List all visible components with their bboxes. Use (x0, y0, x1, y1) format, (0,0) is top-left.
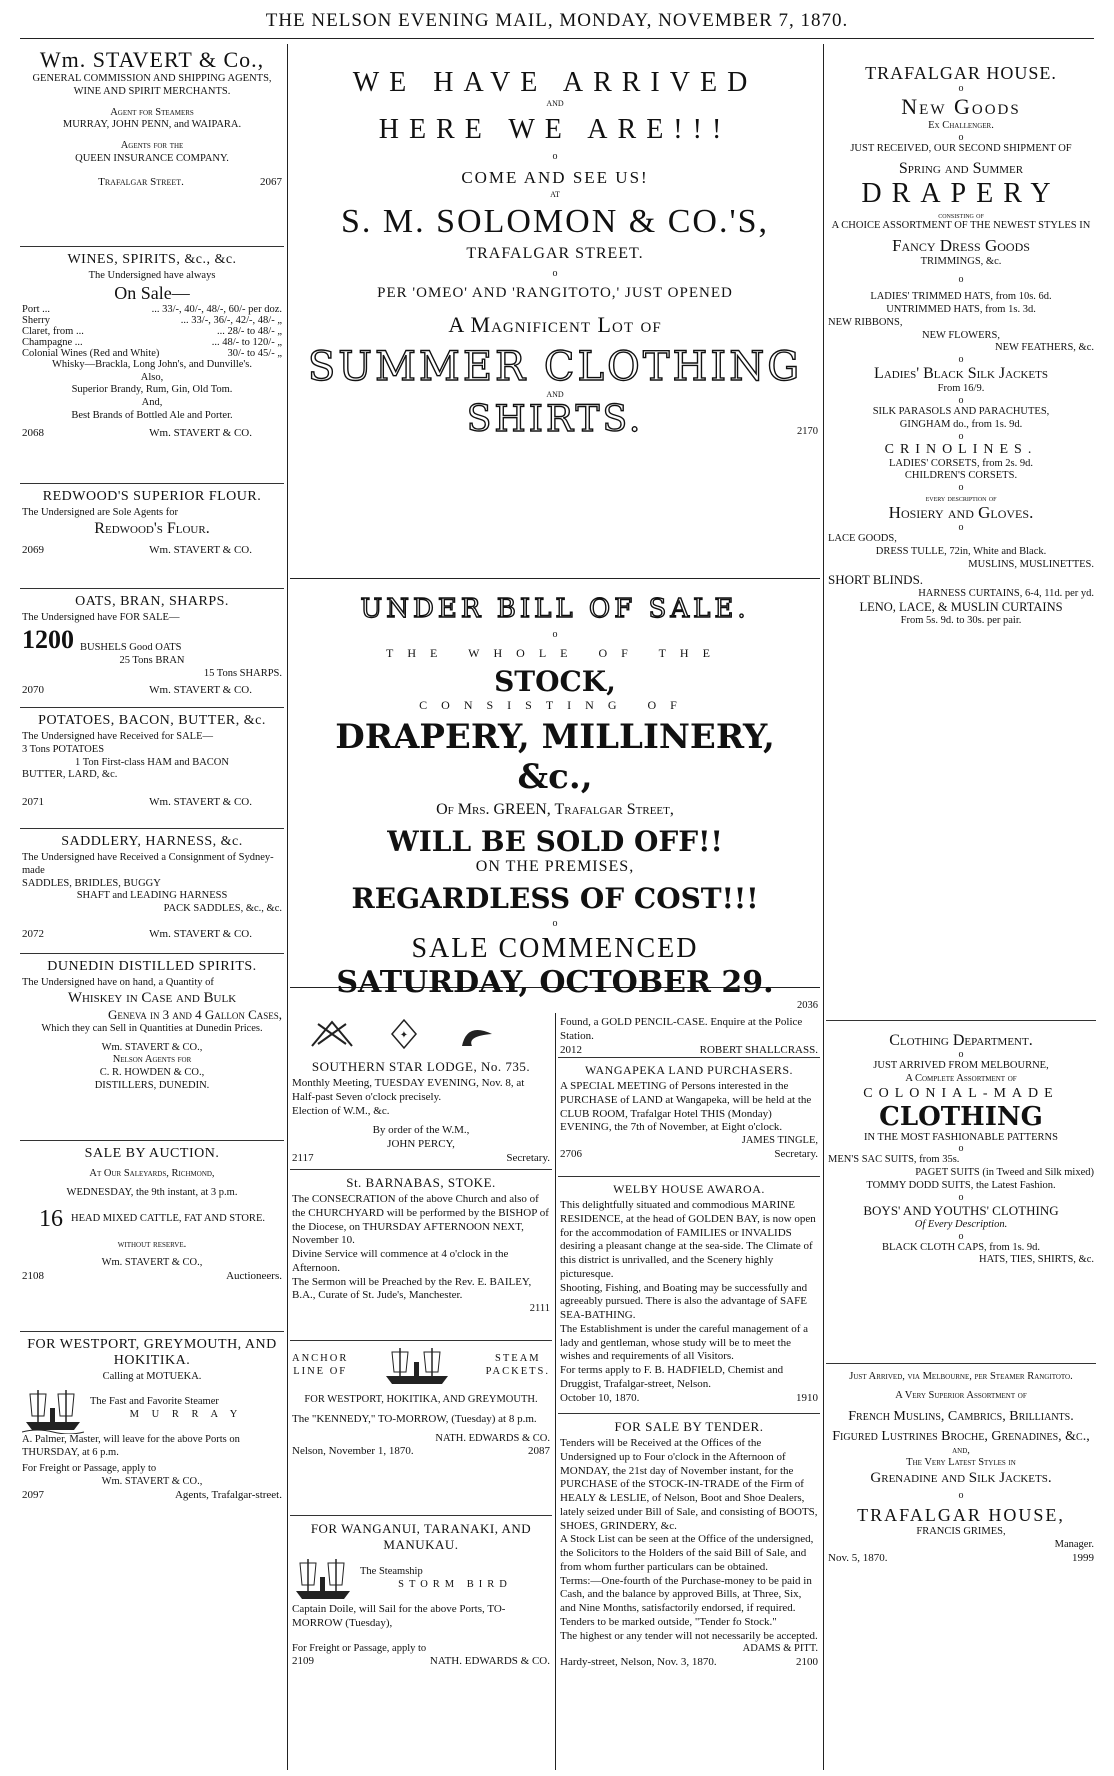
ad-number: 2111 (529, 1303, 550, 1314)
ad-text: Terms:—One-fourth of the Purchase-money to be paid in Cash, and the balance by approved Bills, at Three, Six, and Nine Months, satisfactorily endorsed, if required. (560, 1574, 812, 1614)
ad-text: 1 Ton First-class HAM and BACON (75, 756, 229, 768)
ad-title: SADDLERY, HARNESS, &c. (61, 834, 243, 849)
ad-headline: SATURDAY, OCTOBER 29. (336, 965, 774, 1000)
ad-text: PACK SADDLES, &c., &c. (163, 903, 282, 915)
ad-text: HARNESS CURTAINS, 6-4, 11d. per yd. (918, 587, 1094, 599)
price-row: Sherry ... 33/-, 36/-, 42/-, 48/- „ (22, 314, 282, 326)
ad-text: NEW RIBBONS, (828, 316, 903, 328)
ad-text: BUTTER, LARD, &c. (22, 769, 118, 781)
steamship-icon (382, 1344, 452, 1388)
ad-southern-star-lodge (290, 1013, 552, 1170)
ad-text: DISTILLERS, DUNEDIN. (94, 1079, 210, 1091)
ad-text: CHILDREN'S CORSETS. (904, 470, 1018, 482)
ad-text: THE WHOLE OF THE (386, 646, 724, 660)
ad-number: 2072 (22, 927, 44, 940)
ad-text: Wm. STAVERT & CO., (101, 1257, 203, 1269)
ad-text: FOR WESTPORT, HOKITIKA, AND GREYMOUTH. (304, 1394, 538, 1405)
ad-text: MEN'S SAC SUITS, from 35s. (828, 1154, 960, 1166)
ad-title: TRAFALGAR HOUSE. (865, 63, 1057, 83)
ad-title: HERE WE ARE!!! (378, 114, 732, 145)
separator: o (958, 83, 964, 94)
ad-number: 2069 (22, 543, 44, 556)
separator: o (958, 1049, 964, 1060)
column-rule (287, 44, 288, 1770)
separator: o (958, 354, 964, 366)
ad-text: WINE AND SPIRIT MERCHANTS. (73, 85, 231, 97)
ad-storm-bird (290, 1516, 552, 1670)
ad-text: Wm. STAVERT & CO., (101, 1476, 203, 1488)
ad-text: A Magnificent Lot of (448, 312, 662, 337)
ad-text: ANCHOR (292, 1353, 349, 1365)
ad-number: 2087 (528, 1445, 550, 1458)
ad-text: The "KENNEDY," TO-MORROW, (Tuesday) at 8 p.m. (292, 1412, 537, 1425)
ad-flour (20, 484, 284, 589)
separator: o (958, 1230, 964, 1242)
ad-wangapeka (558, 1058, 820, 1177)
ad-text: Whiskey in Case and Bulk (67, 989, 237, 1006)
ad-potatoes (20, 708, 284, 829)
ad-text: Tenders to be marked outside, "Tender fo Stock." (560, 1615, 777, 1628)
ad-title: WELBY HOUSE AWAROA. (613, 1182, 765, 1196)
ad-text: IN THE MOST FASHIONABLE PATTERNS (864, 1131, 1058, 1143)
ad-text: PAGET SUITS (in Tweed and Silk mixed) (915, 1167, 1094, 1179)
ad-signature: Secretary. (506, 1151, 550, 1164)
ad-text: without reserve. (117, 1238, 187, 1250)
ad-text: MURRAY, JOHN PENN, and WAIPARA. (62, 119, 242, 131)
ad-text: Also, (140, 371, 164, 383)
ad-st-barnabas (290, 1170, 552, 1341)
ad-text: SHORT BLINDS. (828, 571, 924, 587)
ad-text: JAMES TINGLE, (741, 1135, 818, 1146)
column-rule (555, 1013, 556, 1770)
ad-title: FOR WANGANUI, TARANAKI, AND MANUKAU. (310, 1521, 532, 1552)
separator: o (958, 274, 964, 286)
ad-date: Nov. 5, 1870. (828, 1551, 888, 1564)
column-left (20, 44, 284, 1770)
ad-number: 2109 (292, 1655, 314, 1668)
ad-text: COME AND SEE US! (461, 168, 649, 187)
ad-ship-name: M U R R A Y (129, 1408, 243, 1420)
ad-text: Tenders will be Received at the Offices of the Undersigned up to Four o'clock in the Afternoon of MONDAY, the 21st day of November instant, for the PURCHASE of the STOCK-IN-TRADE of the Firm of HEALY & LESLIE, of Nelson, Boot and Shoe Dealers, lately seized under Bill of Sale, and consisting of BOOTS, SHOES, GRINDERY, &c. (560, 1437, 818, 1532)
ad-dunedin-spirits (20, 954, 284, 1141)
ad-text: The Fast and Favorite Steamer (90, 1396, 219, 1407)
ad-headline: SHIRTS. (466, 399, 644, 440)
ad-text: Of Every Description. (914, 1218, 1008, 1230)
ad-text: Found, a GOLD PENCIL-CASE. Enquire at the Police Station. (560, 1016, 803, 1042)
ad-text: Ladies' Black Silk Jackets (874, 365, 1048, 383)
separator: o (958, 522, 964, 534)
ad-business-name: TRAFALGAR HOUSE, (857, 1505, 1065, 1526)
ad-text: A Very Superior Assortment of (895, 1389, 1027, 1401)
ad-text: Grenadine and Silk Jackets. (870, 1470, 1052, 1487)
ad-text: The Undersigned have Received for SALE— (22, 731, 213, 742)
ad-text: LENO, LACE, & MUSLIN CURTAINS (859, 600, 1063, 615)
ad-tender (558, 1414, 820, 1671)
ad-title: SOUTHERN STAR LODGE, No. 735. (311, 1059, 531, 1074)
ad-business-name: S. M. SOLOMON & CO.'S, (341, 203, 769, 240)
ad-text: STEAM (495, 1353, 541, 1365)
ad-number: 1910 (796, 1391, 818, 1404)
ad-text: and, (952, 1444, 970, 1456)
ad-text: New Goods (901, 94, 1021, 119)
ad-text: GINGHAM do., from 1s. 9d. (899, 418, 1023, 430)
ad-signature: NATH. EDWARDS & CO. (435, 1432, 550, 1444)
ad-text: LACE GOODS, (828, 533, 897, 545)
ad-bill-of-sale (290, 579, 820, 1011)
ad-text: CONSISTING OF (419, 698, 691, 712)
ad-text: By order of the W.M., (372, 1124, 470, 1137)
ad-text: Of Mrs. GREEN, Trafalgar Street, (436, 801, 674, 818)
column-rule (823, 44, 824, 1770)
ad-text: The Undersigned are Sole Agents for (22, 507, 178, 518)
ad-melbourne-goods (826, 1364, 1096, 1567)
ad-auction (20, 1141, 284, 1332)
ad-text: QUEEN INSURANCE COMPANY. (75, 152, 229, 164)
ad-text: The Undersigned have FOR SALE— (22, 612, 180, 623)
ad-text: This delightfully situated and commodious MARINE RESIDENCE, at the head of GOLDEN BAY, is now open for the accommodation of FAMILIES or INVALIDS desiring a pleasant change at the sea-side. The Climate of this district is unrivalled, and the Scenery highly picturesque. (560, 1199, 816, 1280)
ad-text: SHAFT and LEADING HARNESS (76, 890, 228, 902)
ad-text: A Complete Assortment of (905, 1072, 1017, 1084)
ad-text: At Our Saleyards, Richmond, (89, 1168, 215, 1179)
ad-title: Clothing Department. (889, 1032, 1033, 1049)
ad-text: The Undersigned have on hand, a Quantity of (22, 977, 214, 988)
ad-text: From 5s. 9d. to 30s. per pair. (900, 615, 1022, 627)
masthead-rule (20, 38, 1094, 39)
ad-text: Spring and Summer (898, 159, 1024, 177)
column-middle-right (558, 1013, 820, 1770)
ad-text: The CONSECRATION of the above Church and also of the CHURCHYARD will be performed by the BISHOP of the Diocese, on THURSDAY AFTERNOON NEXT, November 10. (292, 1193, 549, 1247)
ad-text: JUST ARRIVED FROM MELBOURNE, (873, 1060, 1049, 1071)
ad-text: Agents for the (120, 140, 184, 152)
ad-text: 3 Tons POTATOES (22, 743, 105, 755)
ad-text: SADDLES, BRIDLES, BUGGY (22, 877, 161, 889)
ad-text: The Establishment is under the careful management of a lady and gentleman, whose study will be to meet the wishes and requirements of all Visitors. (560, 1322, 809, 1363)
ad-text: The Sermon will be Preached by the Rev. E. BAILEY, B.A., Curate of St. Jude's, Manchester. (292, 1275, 532, 1302)
ad-signature: ADAMS & PITT. (742, 1643, 818, 1655)
ad-text: LINE OF (293, 1366, 348, 1377)
ad-text: NEW FLOWERS, (922, 329, 1000, 341)
ad-date: October 10, 1870. (560, 1391, 640, 1404)
ad-number: 2706 (560, 1147, 582, 1160)
ad-title: St. BARNABAS, STOKE. (346, 1175, 496, 1190)
ad-text: Whisky—Brackla, Long John's, and Dunville's. (51, 358, 253, 370)
ad-text: A. Palmer, Master, will leave for the above Ports on THURSDAY, at 6 p.m. (22, 1433, 240, 1458)
ad-title: WINES, SPIRITS, &c., &c. (67, 252, 237, 267)
ad-subtitle: On Sale— (114, 282, 190, 303)
ad-text: BUSHELS Good OATS (80, 642, 182, 653)
ad-text: TRAFALGAR STREET. (466, 245, 644, 262)
ad-text: AND (546, 390, 564, 399)
ad-text: PACKETS. (485, 1366, 550, 1377)
ad-text: Redwood's Flour. (94, 519, 210, 537)
ad-text: UNTRIMMED HATS, from 1s. 3d. (886, 303, 1036, 315)
ad-number: 2070 (22, 684, 44, 697)
ad-signature: Manager. (1054, 1538, 1094, 1550)
ad-number: 2097 (22, 1488, 44, 1501)
ad-number: 2117 (292, 1151, 314, 1164)
ad-text: AND (546, 99, 564, 108)
separator: o (958, 131, 964, 143)
ad-number: 2036 (797, 1000, 818, 1011)
ad-text: The Very Latest Styles in (906, 1457, 1016, 1469)
ad-text: HEAD MIXED CATTLE, FAT AND STORE. (71, 1212, 265, 1224)
ad-text: C. R. HOWDEN & CO., (99, 1067, 205, 1079)
ad-text: Calling at MOTUEKA. (102, 1371, 202, 1382)
ad-westport-steamer (20, 1332, 284, 1504)
ad-text: ON THE PREMISES, (475, 858, 635, 875)
ad-headline: REGARDLESS OF COST!!! (351, 882, 759, 915)
price-row: Colonial Wines (Red and White) 30/- to 45/- „ (22, 347, 282, 359)
ad-address: Trafalgar Street. (98, 175, 184, 188)
ad-number: 2108 (22, 1270, 44, 1283)
ad-text: GENERAL COMMISSION AND SHIPPING AGENTS, (32, 73, 272, 84)
price-row: Champagne ... ... 48/- to 120/- „ (22, 336, 282, 348)
ad-text: Agent for Steamers (110, 106, 194, 118)
ad-number: 2012 (560, 1043, 582, 1056)
ad-title: WANGAPEKA LAND PURCHASERS. (584, 1063, 794, 1077)
ad-title: OATS, BRAN, SHARPS. (75, 594, 229, 609)
ad-text: Election of W.M., &c. (292, 1104, 390, 1117)
ad-text: BOYS' AND YOUTHS' CLOTHING (863, 1202, 1059, 1218)
ad-text: Wm. STAVERT & CO., (101, 1041, 203, 1053)
price-row: Claret, from ... ... 28/- to 48/- „ (22, 325, 282, 337)
ad-text: Figured Lustrines Broche, Grenadines, &c., (832, 1428, 1090, 1444)
ad-anchor-line (290, 1341, 552, 1516)
ad-text: LADIES' TRIMMED HATS, from 10s. 6d. (870, 291, 1052, 303)
ad-text: TRIMMINGS, &c. (920, 256, 1002, 268)
ad-welby-house (558, 1177, 820, 1414)
masonic-emblem-icon (292, 1016, 542, 1052)
ad-title: SALE BY AUCTION. (84, 1146, 220, 1161)
separator: o (552, 629, 558, 640)
ad-text: Ex Challenger. (928, 120, 994, 131)
ad-text: Monthly Meeting, TUESDAY EVENING, Nov. 8, at Half-past Seven o'clock precisely. (292, 1077, 525, 1103)
svg-text:✦: ✦ (399, 1030, 409, 1041)
ad-text: Divine Service will commence at 4 o'clock in the Afternoon. (292, 1248, 509, 1274)
ad-text: Hosiery and Gloves. (888, 503, 1034, 523)
ad-signature: Wm. STAVERT & CO. (149, 426, 252, 439)
ad-quantity: 16 (39, 1205, 64, 1232)
ad-text: NEW FEATHERS, &c. (995, 342, 1094, 354)
masthead: THE NELSON EVENING MAIL, MONDAY, NOVEMBER 7, 1870. (265, 10, 849, 31)
ad-number: 2100 (796, 1656, 818, 1669)
ad-text: Nelson Agents for (112, 1054, 192, 1066)
ad-text: consisting of (938, 209, 984, 220)
ad-number: 2170 (797, 426, 818, 437)
ad-solomon (290, 44, 820, 579)
ad-text: Which they can Sell in Quantities at Dunedin Prices. (41, 1022, 263, 1034)
steamship-icon (22, 1384, 84, 1434)
ad-text: every description of (925, 493, 997, 504)
ad-title: WE HAVE ARRIVED (352, 67, 758, 98)
ad-text: From 16/9. (937, 383, 985, 395)
ad-text: 15 Tons SHARPS. (203, 667, 282, 679)
ad-signature: Auctioneers. (226, 1270, 282, 1283)
ad-title: FOR SALE BY TENDER. (614, 1419, 764, 1434)
separator: o (958, 482, 964, 494)
ad-text: A SPECIAL MEETING of Persons interested in the PURCHASE of LAND at Wangapeka, will be held at the CLUB ROOM, Trafalgar Hotel THIS (Monday) EVENING, the 7th of November, at Eight o'clock. (560, 1080, 812, 1134)
ad-headline: CLOTHING (879, 1101, 1043, 1132)
ad-date: Nelson, November 1, 1870. (292, 1445, 414, 1458)
separator: o (958, 430, 964, 442)
ad-headline: WILL BE SOLD OFF!! (387, 825, 723, 858)
ad-text: SILK PARASOLS AND PARACHUTES, (872, 405, 1050, 417)
ad-text: A CHOICE ASSORTMENT OF THE NEWEST STYLES IN (831, 219, 1091, 231)
ad-text: MUSLINS, MUSLINETTES. (968, 558, 1094, 570)
ad-text: DRESS TULLE, 72in, White and Black. (875, 545, 1047, 557)
column-right (826, 44, 1096, 1770)
ad-text: WEDNESDAY, the 9th instant, at 3 p.m. (66, 1186, 238, 1198)
ad-wines (20, 247, 284, 484)
separator: o (958, 394, 964, 406)
ad-stavert (20, 44, 284, 247)
ad-text: CRINOLINES. (884, 441, 1038, 457)
separator: o (552, 268, 558, 279)
ad-number: 1999 (1072, 1551, 1094, 1564)
ad-headline: DRAPERY, MILLINERY, &c., (335, 717, 775, 797)
ad-title: Wm. STAVERT & Co., (39, 47, 265, 72)
ad-text: JUST RECEIVED, OUR SECOND SHIPMENT OF (850, 142, 1072, 154)
price-list (22, 304, 282, 359)
ad-text: AT (550, 190, 560, 199)
ad-text: FRANCIS GRIMES, (916, 1526, 1006, 1538)
ad-text: PER 'OMEO' AND 'RANGITOTO,' JUST OPENED (377, 285, 733, 301)
ad-text: A Stock List can be seen at the Office of the undersigned, the Solicitors to the Holders of the said Bill of Sale, and from whom further particulars can be obtained. (560, 1533, 814, 1573)
ad-text: BLACK CLOTH CAPS, from 1s. 9d. (881, 1241, 1041, 1253)
ad-text: For Freight or Passage, apply to (292, 1642, 427, 1654)
ad-text: 25 Tons BRAN (119, 654, 185, 666)
ad-signature: Agents, Trafalgar-street. (174, 1488, 282, 1501)
ad-headline: SUMMER CLOTHING (307, 344, 803, 390)
ad-saddlery (20, 829, 284, 954)
ad-number: 2071 (22, 796, 44, 809)
ad-text: COLONIAL-MADE (863, 1085, 1059, 1101)
ad-signature: Wm. STAVERT & CO. (149, 684, 252, 697)
separator: o (958, 1143, 964, 1155)
ad-text: And, (141, 397, 163, 409)
ad-number: 2068 (22, 426, 44, 439)
ad-address: Hardy-street, Nelson, Nov. 3, 1870. (560, 1656, 717, 1669)
ad-text: Best Brands of Bottled Ale and Porter. (71, 409, 233, 421)
ad-text: The Undersigned have always (88, 270, 216, 281)
ad-text: Shooting, Fishing, and Boating may be successfully and agreeably pursued. There is also the advantage of SAFE SEA-BATHING. (560, 1281, 808, 1321)
ad-text: For terms apply to F. B. HADFIELD, Chemist and Druggist, Trafalgar-street, Nelson. (560, 1364, 784, 1390)
ad-text: Superior Brandy, Rum, Gin, Old Tom. (71, 384, 233, 396)
ad-headline: STOCK, (494, 665, 616, 698)
ad-text: Fancy Dress Goods (892, 236, 1030, 256)
ad-text: The Undersigned have Received a Consignment of Sydney-made (22, 852, 274, 876)
steamship-icon (292, 1555, 354, 1603)
ad-text: Geneva in 3 and 4 Gallon Cases, (107, 1006, 282, 1022)
ad-text: SALE COMMENCED (411, 933, 699, 964)
ad-signature: Wm. STAVERT & CO. (149, 796, 252, 809)
ad-quantity: 1200 (22, 624, 74, 654)
ad-title: REDWOOD'S SUPERIOR FLOUR. (42, 489, 262, 504)
ad-title: POTATOES, BACON, BUTTER, &c. (38, 713, 266, 728)
ad-headline: DRAPERY (861, 177, 1061, 209)
ad-text: JOHN PERCY, (387, 1138, 455, 1150)
ad-found (558, 1013, 820, 1058)
ad-title: FOR WESTPORT, GREYMOUTH, AND HOKITIKA. (27, 1337, 277, 1368)
ad-signature: NATH. EDWARDS & CO. (429, 1655, 550, 1668)
separator: o (958, 1490, 964, 1502)
ad-text: French Muslins, Cambrics, Brilliants. (848, 1408, 1074, 1424)
price-row: Port ... ... 33/-, 40/-, 48/-, 60/- per doz. (22, 303, 282, 315)
ad-text: HATS, TIES, SHIRTS, &c. (979, 1254, 1094, 1266)
ad-oats (20, 589, 284, 708)
ad-signature: Wm. STAVERT & CO. (149, 927, 252, 940)
ad-number: 2067 (260, 175, 282, 188)
ad-signature: ROBERT SHALLCRASS. (699, 1043, 818, 1056)
ad-signature: Secretary. (774, 1147, 818, 1160)
ad-text: For Freight or Passage, apply to (22, 1463, 157, 1475)
separator: o (552, 151, 558, 162)
separator: o (552, 918, 558, 929)
ad-headline: UNDER BILL OF SALE. (360, 594, 750, 624)
ad-title: DUNEDIN DISTILLED SPIRITS. (47, 959, 257, 974)
separator: o (958, 1191, 964, 1203)
ad-text: The Steamship (360, 1566, 423, 1578)
ad-text: TOMMY DODD SUITS, the Latest Fashion. (866, 1179, 1056, 1191)
ad-text: Just Arrived, via Melbourne, per Steamer Rangitoto. (849, 1371, 1073, 1382)
column-middle-left (290, 1013, 552, 1770)
ad-signature: Wm. STAVERT & CO. (149, 543, 252, 556)
ad-ship-name: STORM BIRD (398, 1579, 512, 1590)
ad-text: Captain Doile, will Sail for the above Ports, TO-MORROW (Tuesday), (292, 1603, 506, 1629)
ad-text: The highest or any tender will not necessarily be accepted. (560, 1629, 818, 1642)
ad-clothing-department (826, 1021, 1096, 1364)
ad-text: LADIES' CORSETS, from 2s. 9d. (889, 457, 1033, 469)
ad-trafalgar-house-drapery (826, 44, 1096, 1021)
